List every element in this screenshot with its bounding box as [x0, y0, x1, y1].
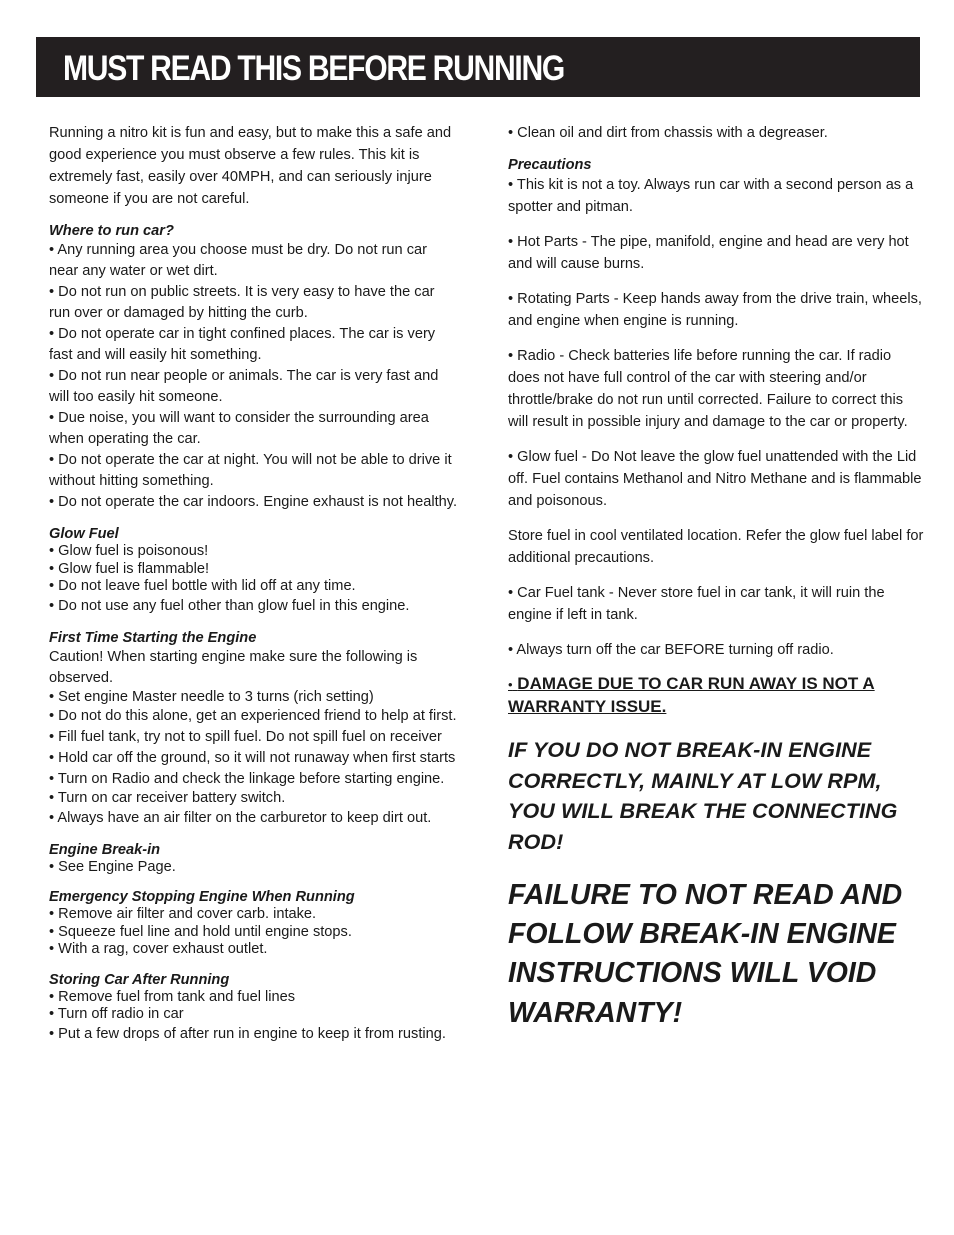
- warranty-bullet: •: [508, 677, 513, 692]
- section-title: Where to run car?: [49, 223, 174, 239]
- list-item: • Set engine Master needle to 3 turns (rich setting): [49, 688, 374, 705]
- section: [49, 526, 459, 617]
- list-item: • Hold car off the ground, so it will not runaway when first starts: [49, 750, 456, 766]
- warranty-warning: [508, 673, 924, 718]
- list-item: • Turn off radio in car: [49, 1006, 184, 1022]
- section-list: [49, 240, 459, 513]
- precaution-item: • Rotating Parts - Keep hands away from the drive train, wheels, and engine when engine is running.: [508, 291, 922, 329]
- list-item: • Do not operate the car at night. You will not be able to drive it without hitting something.: [49, 452, 452, 489]
- section-list: [49, 647, 459, 829]
- section: [49, 972, 459, 1045]
- header-banner: [36, 37, 920, 97]
- list-item: • Do not leave fuel bottle with lid off at any time.: [49, 578, 356, 594]
- section: [49, 630, 459, 829]
- list-item: • Do not run on public streets. It is very easy to have the car run over or damaged by hitting the curb.: [49, 284, 435, 321]
- precautions-title: Precautions: [508, 157, 592, 173]
- section-title: Glow Fuel: [49, 526, 119, 542]
- right-column: [508, 122, 924, 1033]
- list-item: • Always have an air filter on the carburetor to keep dirt out.: [49, 809, 432, 826]
- list-item: • With a rag, cover exhaust outlet.: [49, 941, 268, 957]
- list-item: • Do not operate the car indoors. Engine exhaust is not healthy.: [49, 494, 458, 510]
- list-item: • Do not do this alone, get an experienced friend to help at first.: [49, 708, 457, 724]
- section: [49, 223, 459, 513]
- list-item: • Turn on car receiver battery switch.: [49, 790, 286, 806]
- list-item: • Do not run near people or animals. The car is very fast and will too easily hit someone.: [49, 368, 439, 405]
- list-item: • Remove air filter and cover carb. intake.: [49, 906, 317, 922]
- failure-warning: FAILURE TO NOT READ AND FOLLOW BREAK-IN ENGINE INSTRUCTIONS WILL VOID WARRANTY!: [508, 879, 903, 1029]
- list-item: • Glow fuel is flammable!: [49, 560, 210, 577]
- precautions-section: [508, 157, 924, 661]
- precaution-item: • This kit is not a toy. Always run car with a second person as a spotter and pitman.: [508, 177, 914, 215]
- list-item: • See Engine Page.: [49, 858, 176, 875]
- section-list: [49, 989, 459, 1045]
- clean-chassis-item: • Clean oil and dirt from chassis with a degreaser.: [508, 125, 828, 141]
- page-title: MUST READ THIS BEFORE RUNNING: [63, 49, 565, 88]
- precaution-item: • Glow fuel - Do Not leave the glow fuel unattended with the Lid off. Fuel contains Methanol and Nitro Methane and is flammable and poisonous.: [508, 449, 922, 509]
- section: [49, 889, 459, 959]
- list-item: • Remove fuel from tank and fuel lines: [49, 988, 296, 1005]
- section-title: Engine Break-in: [49, 841, 161, 858]
- list-item: • Do not operate car in tight confined places. The car is very fast and will easily hit something.: [49, 326, 436, 363]
- section-list: [49, 859, 459, 877]
- section-list: [49, 543, 459, 617]
- section-list: [49, 906, 459, 959]
- precaution-item: • Radio - Check batteries life before running the car. If radio does not have full control of the car with steering and/or throttle/brake do not run until corrected. Failure to correct this will result in possible injury and damage to the car or property.: [508, 348, 908, 430]
- list-item: • Glow fuel is poisonous!: [49, 543, 209, 559]
- intro-paragraph: Running a nitro kit is fun and easy, but to make this a safe and good experience you must observe a few rules. This kit is extremely fast, easily over 40MPH, and can seriously injure someone if you are not careful.: [49, 125, 452, 207]
- list-item: • Any running area you choose must be dry. Do not run car near any water or wet dirt.: [49, 242, 427, 279]
- left-column: [49, 122, 459, 1045]
- list-item: • Fill fuel tank, try not to spill fuel. Do not spill fuel on receiver: [49, 729, 442, 745]
- list-item: • Put a few drops of after run in engine to keep it from rusting.: [49, 1025, 446, 1042]
- break-in-warning: IF YOU DO NOT BREAK-IN ENGINE CORRECTLY, MAINLY AT LOW RPM, YOU WILL BREAK THE CONNECTING ROD!: [508, 738, 898, 854]
- precaution-item: • Car Fuel tank - Never store fuel in car tank, it will ruin the engine if left in tank.: [508, 585, 885, 623]
- section-title: Emergency Stopping Engine When Running: [49, 889, 355, 905]
- list-item: Caution! When starting engine make sure the following is observed.: [49, 648, 418, 686]
- section-title: First Time Starting the Engine: [49, 629, 257, 646]
- precaution-item: Store fuel in cool ventilated location. Refer the glow fuel label for additional precautions.: [508, 528, 924, 566]
- list-item: • Squeeze fuel line and hold until engine stops.: [49, 923, 352, 940]
- list-item: • Turn on Radio and check the linkage before starting engine.: [49, 771, 445, 787]
- list-item: • Do not use any fuel other than glow fuel in this engine.: [49, 597, 410, 614]
- section-title: Storing Car After Running: [49, 971, 230, 988]
- list-item: • Due noise, you will want to consider the surrounding area when operating the car.: [49, 410, 429, 447]
- section: [49, 842, 459, 877]
- warranty-warning-text: DAMAGE DUE TO CAR RUN AWAY IS NOT A WARRANTY ISSUE.: [508, 674, 875, 716]
- precaution-item: • Always turn off the car BEFORE turning off radio.: [508, 642, 834, 658]
- precaution-item: • Hot Parts - The pipe, manifold, engine and head are very hot and will cause burns.: [508, 234, 909, 272]
